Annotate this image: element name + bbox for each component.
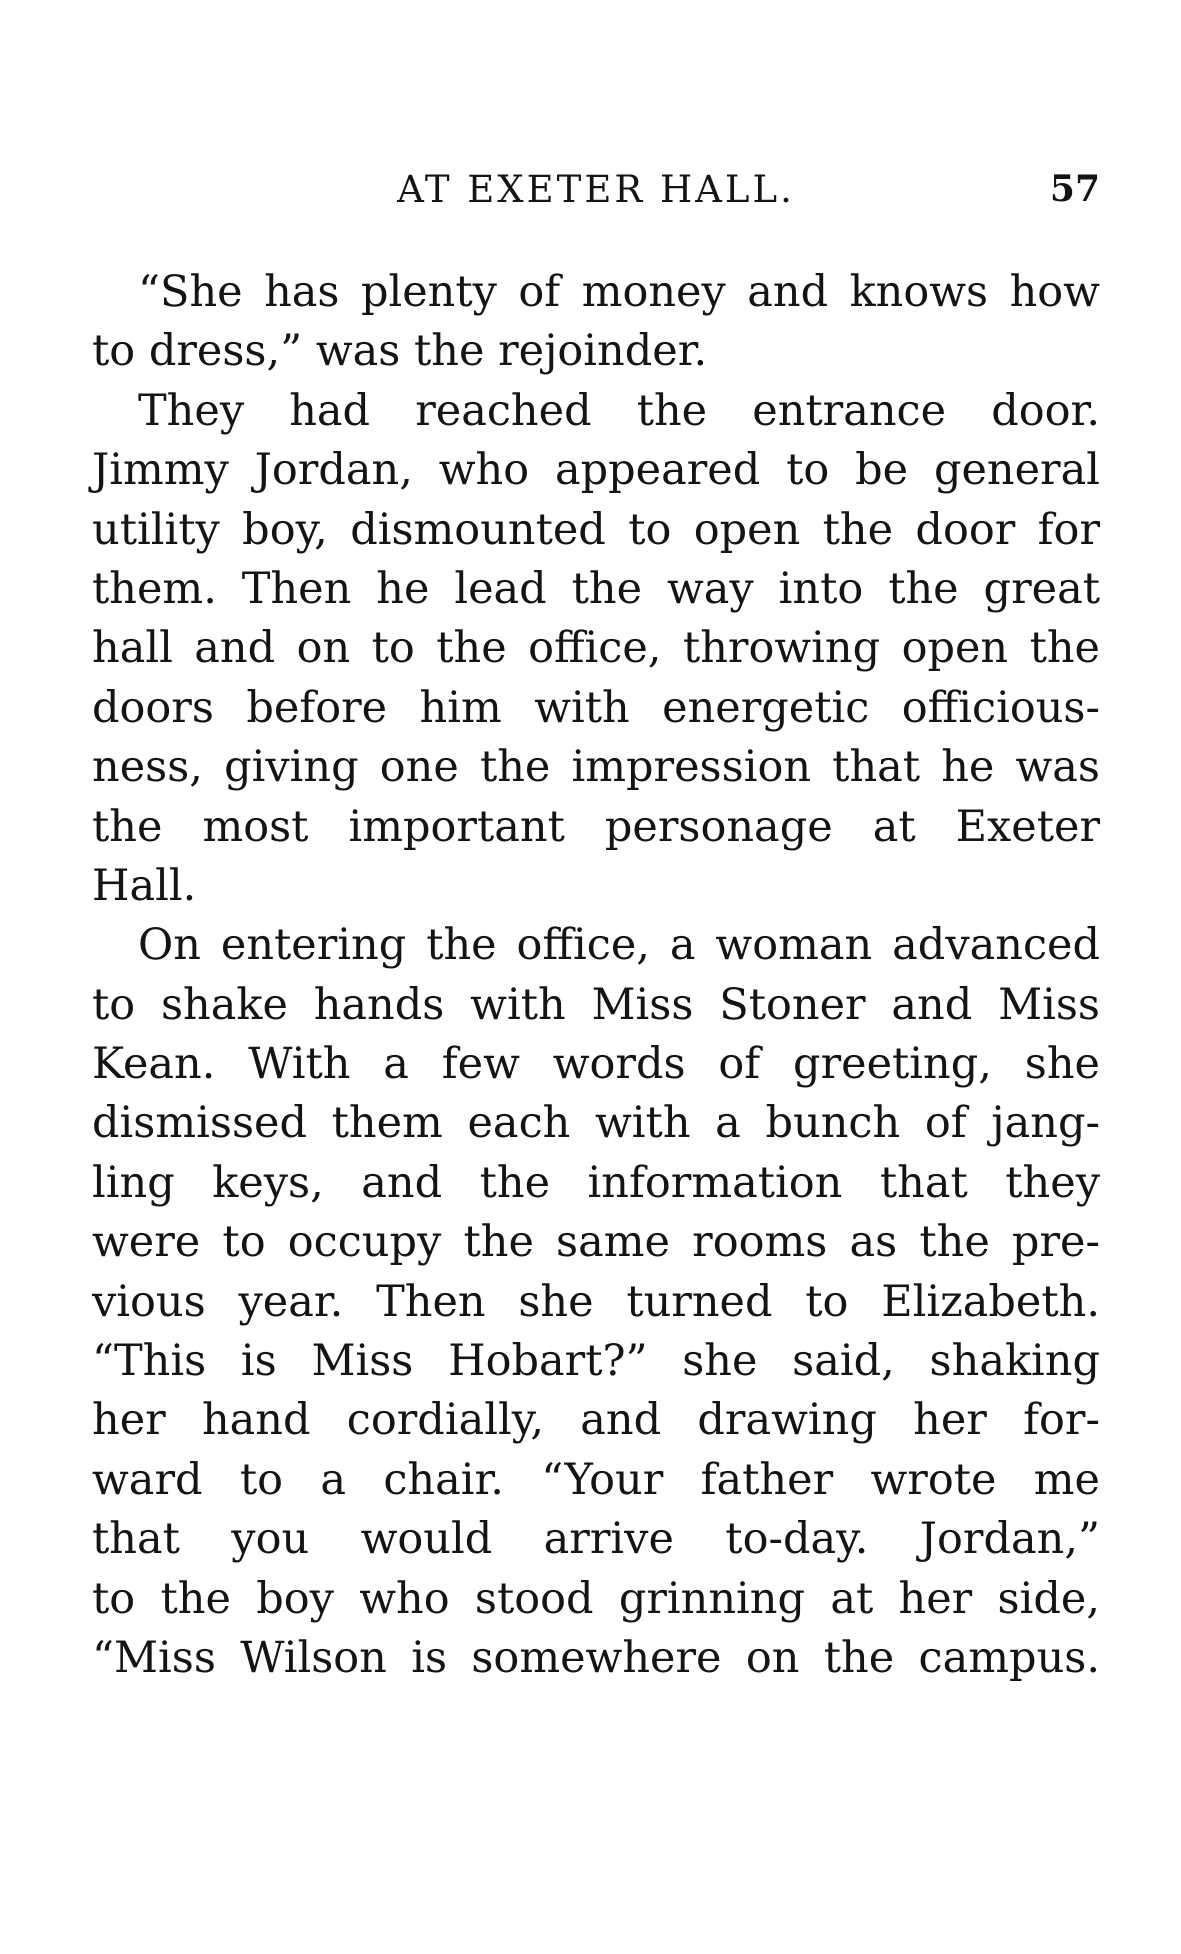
text-line: to shake hands with Miss Stoner and Miss — [92, 979, 1100, 1030]
text-line: dismissed them each with a bunch of jang- — [92, 1098, 1100, 1149]
text-line: ling keys, and the information that they — [92, 1157, 1100, 1208]
paragraph — [92, 382, 1100, 917]
text-line: them. Then he lead the way into the great — [92, 563, 1100, 614]
paragraph — [92, 916, 1100, 1688]
body-text — [92, 263, 1100, 1688]
text-line: to the boy who stood grinning at her side, — [92, 1573, 1100, 1624]
paragraph — [92, 263, 1100, 382]
text-line: ward to a chair. “Your father wrote me — [92, 1454, 1100, 1505]
page-number: 57 — [1049, 168, 1100, 210]
text-line: vious year. Then she turned to Elizabeth. — [92, 1276, 1100, 1327]
text-line: Jimmy Jordan, who appeared to be general — [92, 445, 1100, 496]
text-line: Hall. — [92, 860, 197, 911]
text-line: utility boy, dismounted to open the door for — [92, 504, 1100, 555]
text-line: her hand cordially, and drawing her for- — [92, 1395, 1100, 1446]
text-line: to dress,” was the rejoinder. — [92, 326, 708, 377]
text-line: that you would arrive to-day. Jordan,” — [92, 1514, 1100, 1565]
text-line: hall and on to the office, throwing open the — [92, 623, 1100, 674]
text-line: They had reached the entrance door. — [138, 385, 1100, 436]
page-header — [92, 168, 1100, 224]
text-line: “This is Miss Hobart?” she said, shaking — [92, 1336, 1100, 1387]
text-line: ness, giving one the impression that he was — [92, 742, 1100, 793]
text-line: Kean. With a few words of greeting, she — [92, 1039, 1100, 1090]
text-line: “She has plenty of money and knows how — [138, 267, 1100, 317]
text-line: the most important personage at Exeter — [92, 801, 1100, 852]
text-line: were to occupy the same rooms as the pre- — [92, 1217, 1100, 1268]
running-head: AT EXETER HALL. — [397, 168, 795, 211]
text-line: doors before him with energetic officious- — [92, 682, 1100, 733]
text-line: On entering the office, a woman advanced — [138, 920, 1100, 971]
text-line: “Miss Wilson is somewhere on the campus. — [92, 1632, 1100, 1683]
